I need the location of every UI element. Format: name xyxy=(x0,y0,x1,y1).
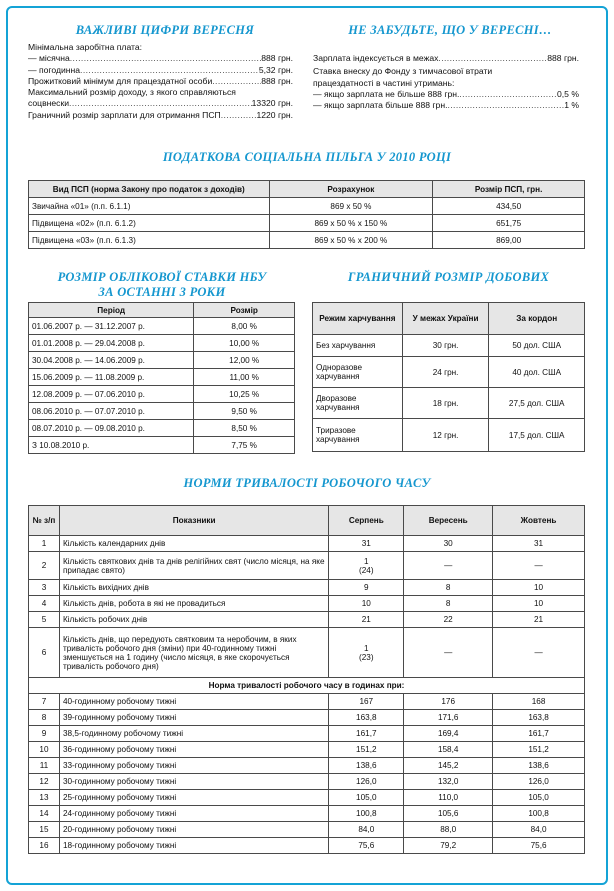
table-header: Розрахунок xyxy=(269,181,433,198)
table-header: Вересень xyxy=(404,506,493,536)
table-header: Розмір ПСП, грн. xyxy=(433,181,585,198)
table-header: За кордон xyxy=(489,303,585,335)
nbu-rate-table xyxy=(28,302,295,454)
table-row: 5 Кількість робочих днів 21 22 21 xyxy=(29,612,585,628)
table-row: Підвищена «03» (п.п. 6.1.3) 869 х 50 % х 200 % 869,00 xyxy=(29,232,585,249)
table-row: 1 Кількість календарних днів 31 30 31 xyxy=(29,536,585,552)
table-header: № з/п xyxy=(29,506,60,536)
table-row: 30.04.2008 р. — 14.06.2009 р. 12,00 % xyxy=(29,352,295,369)
table-row: 3 Кількість вихідних днів 9 8 10 xyxy=(29,580,585,596)
daily-allowance-title: ГРАНИЧНИЙ РОЗМІР ДОБОВИХ xyxy=(347,270,550,284)
list-item: працездатності в частині утримань: xyxy=(313,77,455,88)
list-item: Максимальний розмір доходу, з якого справляються xyxy=(28,87,236,98)
table-row: Дворазове харчування 18 грн. 27,5 дол. США xyxy=(313,388,585,419)
table-row: 08.07.2010 р. — 09.08.2010 р. 8,50 % xyxy=(29,420,295,437)
table-row: 13 25-годинному робочому тижні 105,0 110,0 105,0 xyxy=(29,790,585,806)
table-row: 2 Кількість святкових днів та днів релігійних свят (число місяця, на яке припадає свято) 1 (24) — — xyxy=(29,552,585,580)
table-header: Показники xyxy=(59,506,328,536)
table-row: Одноразове харчування 24 грн. 40 дол. США xyxy=(313,357,585,388)
working-hours-title: НОРМИ ТРИВАЛОСТІ РОБОЧОГО ЧАСУ xyxy=(183,476,431,490)
table-row: Триразове харчування 12 грн. 17,5 дол. США xyxy=(313,419,585,452)
table-row: 10 36-годинному робочому тижні 151,2 158,4 151,2 xyxy=(29,742,585,758)
list-item: Зарплата індексується в межах ..... 888 грн. xyxy=(313,53,579,64)
list-item: Граничний розмір зарплати для отримання ПСП ..... 1220 грн. xyxy=(28,110,293,121)
dont-forget-list xyxy=(313,53,579,111)
table-row: 8 39-годинному робочому тижні 163,8 171,6 163,8 xyxy=(29,710,585,726)
table-row: 12.08.2009 р. — 07.06.2010 р. 10,25 % xyxy=(29,386,295,403)
table-row: 16 18-годинному робочому тижні 75,6 79,2 75,6 xyxy=(29,838,585,854)
table-row: Без харчування 30 грн. 50 дол. США xyxy=(313,335,585,357)
important-figures-title: ВАЖЛИВІ ЦИФРИ ВЕРЕСНЯ xyxy=(75,23,255,37)
list-item: Ставка внеску до Фонду з тимчасової втрати xyxy=(313,66,493,77)
table-row: 4 Кількість днів, робота в які не провадиться 10 8 10 xyxy=(29,596,585,612)
table-row: 7 40-годинному робочому тижні 167 176 168 xyxy=(29,694,585,710)
list-item: — місячна ..... 888 грн. xyxy=(28,53,293,64)
list-item: соцвнески ..... 13320 грн. xyxy=(28,98,293,109)
list-item: Прожитковий мінімум для працездатної особи ..... 888 грн. xyxy=(28,76,293,87)
table-row: 01.01.2008 р. — 29.04.2008 р. 10,00 % xyxy=(29,335,295,352)
table-header: У межах України xyxy=(402,303,489,335)
table-header: Жовтень xyxy=(493,506,585,536)
list-item: — якщо зарплата не більше 888 грн. ..... 0,5 % xyxy=(313,89,579,100)
table-header: Серпень xyxy=(329,506,404,536)
table-row: Звичайна «01» (п.п. 6.1.1) 869 х 50 % 434,50 xyxy=(29,198,585,215)
table-header: Режим харчування xyxy=(313,303,403,335)
table-row: 6 Кількість днів, що передують святковим та неробочим, в яких тривалість робочого дня (зміни) при 40-годинному тижні зменшується на 1 годину (число місяця, в яке скорочується тривалість робочого дня) 1 (23) — — xyxy=(29,628,585,678)
list-item: Мінімальна заробітна плата: xyxy=(28,42,143,52)
table-header: Розмір xyxy=(194,303,295,318)
table-header: Вид ПСП (норма Закону про податок з доходів) xyxy=(29,181,270,198)
psp-table xyxy=(28,180,585,249)
list-item: — погодинна ..... 5,32 грн. xyxy=(28,65,293,76)
table-subheader-row: Норма тривалості робочого часу в годинах при: xyxy=(29,678,585,694)
table-row: 08.06.2010 р. — 07.07.2010 р. 9,50 % xyxy=(29,403,295,420)
working-hours-table xyxy=(28,505,585,854)
table-row: 12 30-годинному робочому тижні 126,0 132,0 126,0 xyxy=(29,774,585,790)
psp-title: ПОДАТКОВА СОЦІАЛЬНА ПІЛЬГА У 2010 РОЦІ xyxy=(162,150,452,164)
table-row: 15 20-годинному робочому тижні 84,0 88,0 84,0 xyxy=(29,822,585,838)
table-row: 9 38,5-годинному робочому тижні 161,7 169,4 161,7 xyxy=(29,726,585,742)
list-item: — якщо зарплата більше 888 грн. ..... 1 % xyxy=(313,100,579,111)
table-row: 14 24-годинному робочому тижні 100,8 105,6 100,8 xyxy=(29,806,585,822)
table-row: 01.06.2007 р. — 31.12.2007 р. 8,00 % xyxy=(29,318,295,335)
table-row: 15.06.2009 р. — 11.08.2009 р. 11,00 % xyxy=(29,369,295,386)
table-row: Підвищена «02» (п.п. 6.1.2) 869 х 50 % х 150 % 651,75 xyxy=(29,215,585,232)
table-row: З 10.08.2010 р. 7,75 % xyxy=(29,437,295,454)
table-row: 11 33-годинному робочому тижні 138,6 145,2 138,6 xyxy=(29,758,585,774)
nbu-rate-title: РОЗМІР ОБЛІКОВОЇ СТАВКИ НБУ ЗА ОСТАННІ 3 РОКИ xyxy=(57,270,267,299)
important-figures-list xyxy=(28,42,293,121)
daily-allowance-table xyxy=(312,302,585,452)
table-header: Період xyxy=(29,303,194,318)
dont-forget-title: НЕ ЗАБУДЬТЕ, ЩО У ВЕРЕСНІ… xyxy=(348,23,552,37)
